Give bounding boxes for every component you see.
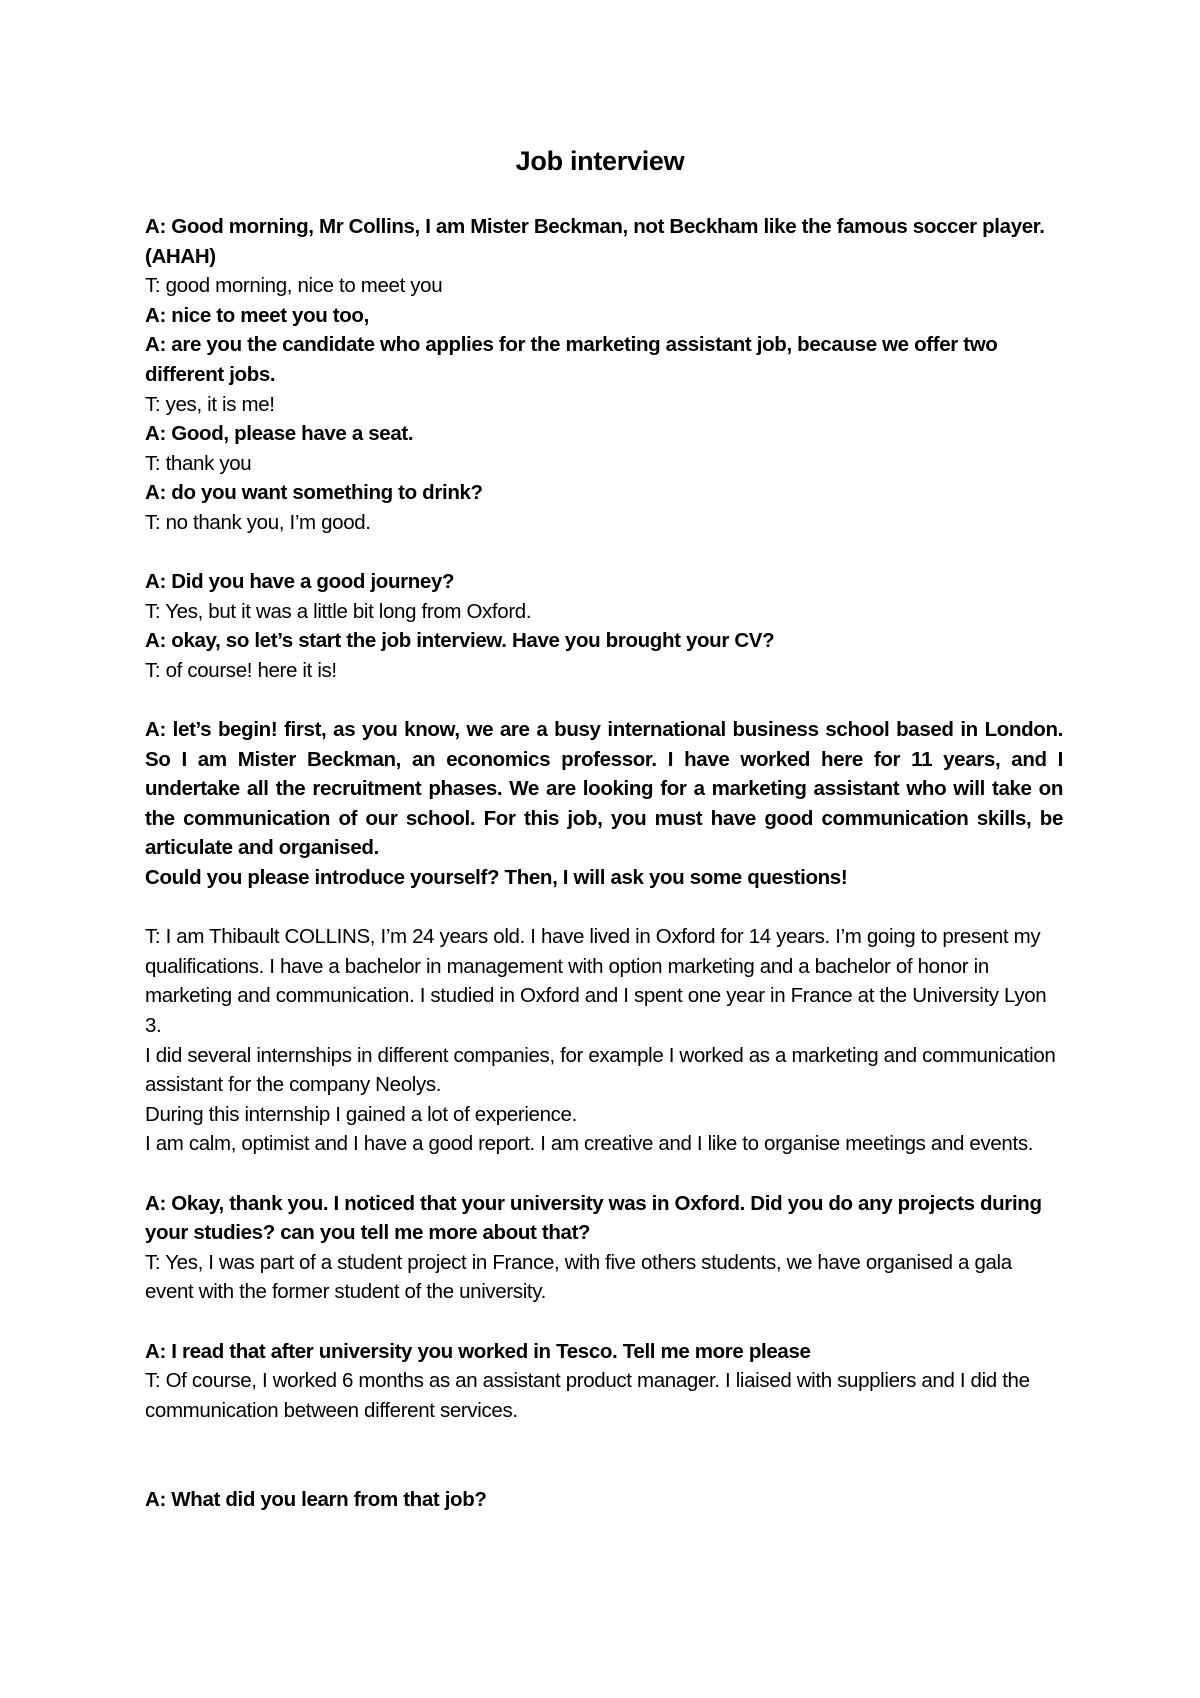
line-interviewer: A: Good, please have a seat.: [145, 422, 414, 446]
line-candidate: I did several internships in different companies, for example I worked as a marketing and communication assistant for the company Neolys.: [145, 1043, 1056, 1097]
line-interviewer: A: let’s begin! first, as you know, we are a busy international business school based in London. So I am Mister Beckman, an economics professor. I have worked here for 11 years, and I undertake all the recruitment phases. We are looking for a marketing assistant who will take on the communication of our school. For this job, you must have good communication skills, be articulate and organised.: [145, 718, 1063, 860]
line-candidate: T: good morning, nice to meet you: [145, 274, 443, 298]
line-candidate: T: yes, it is me!: [145, 392, 275, 416]
line-candidate: T: of course! here it is!: [145, 658, 337, 682]
line-interviewer: A: Did you have a good journey?: [145, 570, 455, 594]
line-candidate: T: Yes, but it was a little bit long from Oxford.: [145, 599, 532, 623]
page-title: Job interview: [515, 146, 685, 176]
blank-line: [145, 893, 1063, 923]
line-candidate: During this internship I gained a lot of experience.: [145, 1102, 577, 1126]
line-candidate: T: Of course, I worked 6 months as an assistant product manager. I liaised with suppliers and I did the communication between different services.: [145, 1369, 1030, 1422]
line-candidate: T: Yes, I was part of a student project in France, with five others students, we have organised a gala event with the former student of the university.: [145, 1250, 1012, 1304]
line-interviewer: A: nice to meet you too,: [145, 303, 369, 327]
line-candidate: I am calm, optimist and I have a good report. I am creative and I like to organise meetings and events.: [145, 1132, 1034, 1156]
line-interviewer: A: I read that after university you worked in Tesco. Tell me more please: [145, 1339, 811, 1363]
line-interviewer: A: What did you learn from that job?: [145, 1487, 487, 1511]
line-interviewer: A: Okay, thank you. I noticed that your university was in Oxford. Did you do any projects during your studies? can you tell me more about that?: [145, 1191, 1042, 1245]
blank-line: [145, 686, 1063, 716]
blank-line: [145, 1307, 1063, 1337]
blank-line: [145, 1425, 1063, 1484]
line-interviewer: A: Good morning, Mr Collins, I am Mister Beckman, not Beckham like the famous soccer player. (AHAH): [145, 215, 1045, 268]
blank-line: [145, 538, 1063, 568]
line-candidate: T: I am Thibault COLLINS, I’m 24 years old. I have lived in Oxford for 14 years. I’m going to present my qualifications. I have a bachelor in management with option marketing and a bachelor of honor in marketing and communication. I studied in Oxford and I spent one year in France at the University Lyon 3.: [145, 925, 1047, 1038]
line-interviewer: A: are you the candidate who applies for the marketing assistant job, because we offer two different jobs.: [145, 333, 998, 386]
interview-transcript: [145, 212, 1063, 1514]
line-interviewer: A: okay, so let’s start the job interview. Have you brought your CV?: [145, 629, 775, 653]
line-interviewer: A: do you want something to drink?: [145, 481, 483, 505]
line-candidate: T: thank you: [145, 451, 252, 475]
line-candidate: T: no thank you, I’m good.: [145, 510, 371, 534]
line-interviewer: Could you please introduce yourself? Then, I will ask you some questions!: [145, 866, 848, 890]
blank-line: [145, 1159, 1063, 1189]
